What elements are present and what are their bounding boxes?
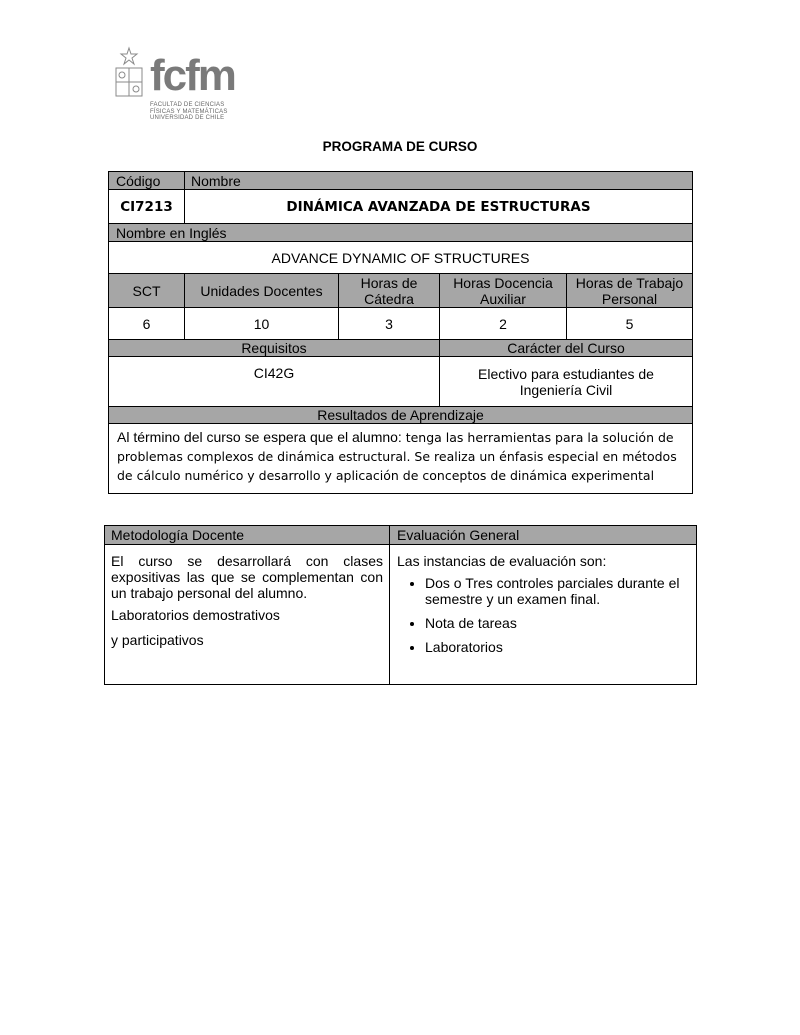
code-label: Código — [109, 172, 185, 190]
page-title: PROGRAMA DE CURSO — [322, 139, 478, 154]
sct-value: 6 — [109, 308, 185, 340]
teaching-units-header: Unidades Docentes — [185, 274, 339, 308]
faculty-logo — [112, 46, 237, 126]
english-name-label: Nombre en Inglés — [109, 224, 693, 242]
personal-work-header: Horas de Trabajo Personal — [567, 274, 693, 308]
evaluation-body — [390, 545, 697, 685]
methodology-paragraph: El curso se desarrollará con clases expositivas las que se complementan con un trabajo personal del alumno. — [111, 553, 383, 601]
outcomes-body — [109, 424, 693, 494]
list-item: • Dos o Tres controles parciales durante el semestre y un examen final. — [425, 575, 690, 607]
evaluation-list — [397, 575, 690, 655]
auxiliary-hours-header: Horas Docencia Auxiliar — [440, 274, 567, 308]
course-info-table — [108, 171, 693, 494]
evaluation-label: Evaluación General — [390, 526, 697, 545]
outcomes-intro: Al término del curso se espera que el alumno: — [117, 429, 402, 445]
methodology-paragraph: y participativos — [111, 632, 204, 648]
auxiliary-hours-value: 2 — [440, 308, 567, 340]
course-code: CI7213 — [109, 190, 185, 224]
list-item: • Nota de tareas — [425, 615, 690, 631]
methodology-body — [105, 545, 390, 685]
evaluation-intro: Las instancias de evaluación son: — [397, 553, 607, 569]
requirements-label: Requisitos — [109, 340, 440, 357]
lecture-hours-value: 3 — [339, 308, 440, 340]
english-name: ADVANCE DYNAMIC OF STRUCTURES — [109, 242, 693, 274]
outcomes-label: Resultados de Aprendizaje — [109, 407, 693, 424]
requirements-value: CI42G — [109, 357, 440, 407]
logo-subtitle: FACULTAD DE CIENCIAS FÍSICAS Y MATEMÁTICAS UNIVERSIDAD DE CHILE — [150, 102, 228, 121]
methodology-evaluation-table — [104, 525, 697, 685]
logo-brand: fcfm — [150, 51, 235, 100]
course-name: DINÁMICA AVANZADA DE ESTRUCTURAS — [185, 190, 693, 224]
teaching-units-value: 10 — [185, 308, 339, 340]
sct-header: SCT — [109, 274, 185, 308]
lecture-hours-header: Horas de Cátedra — [339, 274, 440, 308]
name-label: Nombre — [185, 172, 693, 190]
character-value: Electivo para estudiantes de Ingeniería Civil — [440, 357, 693, 407]
methodology-paragraph: Laboratorios demostrativos — [111, 607, 280, 623]
list-item: • Laboratorios — [425, 639, 690, 655]
outcomes-text: tenga las herramientas para la solución de problemas complexos de dinámica estructural. Se realiza un énfasis especial en métodos de cálculo numérico y desarrollo y aplicación de conceptos de dinámica experimental — [117, 430, 677, 483]
university-seal-icon — [112, 46, 146, 100]
character-label: Carácter del Curso — [440, 340, 693, 357]
personal-work-value: 5 — [567, 308, 693, 340]
methodology-label: Metodología Docente — [105, 526, 390, 545]
